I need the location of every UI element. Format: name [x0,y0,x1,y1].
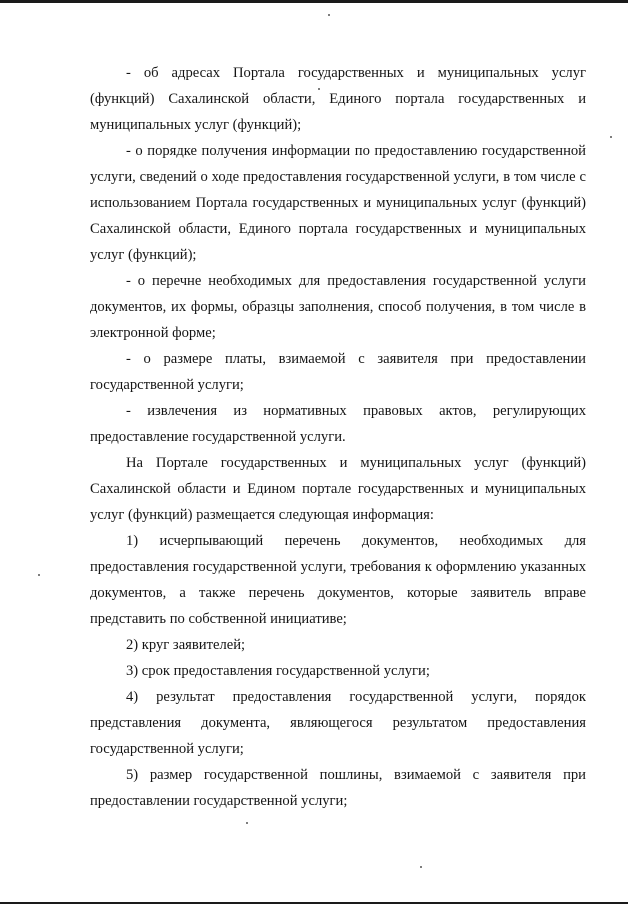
scan-top-edge [0,0,628,3]
list-item-required-documents: - о перечне необходимых для предоставления государственной услуги документов, их формы, образцы заполнения, способ получения, в том числе в электронной форме; [90,273,586,341]
scan-speck [610,136,612,138]
list-item-portal-addresses: - об адресах Портала государственных и муниципальных услуг (функций) Сахалинской области, Единого портала государственных и муниципальных услуг (функций); [90,65,586,133]
list-item-fee-amount: - о размере платы, взимаемой с заявителя при предоставлении государственной услуги; [90,351,586,393]
list-item-information-procedure: - о порядке получения информации по предоставлению государственной услуги, сведений о ходе предоставления государственной услуги, в том числе с использованием Портала государственных и муниципальных услуг (функций) Сахалинской области, Единого портала государственных и муниципальных услуг (функций); [90,143,586,263]
numbered-item-2: 2) круг заявителей; [126,637,246,653]
scan-speck [38,574,40,576]
numbered-item-5: 5) размер государственной пошлины, взимаемой с заявителя при предоставлении государственной услуги; [90,767,586,809]
scan-speck [328,14,330,16]
scan-speck [420,866,422,868]
portal-information-intro: На Портале государственных и муниципальных услуг (функций) Сахалинской области и Едином портале государственных и муниципальных услуг (функций) размещается следующая информация: [90,455,586,523]
scan-speck [318,88,320,90]
list-item-legal-extracts: - извлечения из нормативных правовых актов, регулирующих предоставление государственной услуги. [90,403,586,445]
numbered-item-1: 1) исчерпывающий перечень документов, необходимых для предоставления государственной услуги, требования к оформлению указанных документов, а также перечень документов, которые заявитель вправе представить по собственной инициативе; [90,533,586,627]
document-page [90,60,586,814]
scan-speck [246,822,248,824]
numbered-item-3: 3) срок предоставления государственной услуги; [126,663,430,679]
numbered-item-4: 4) результат предоставления государственной услуги, порядок представления документа, являющегося результатом предоставления государственной услуги; [90,689,586,757]
